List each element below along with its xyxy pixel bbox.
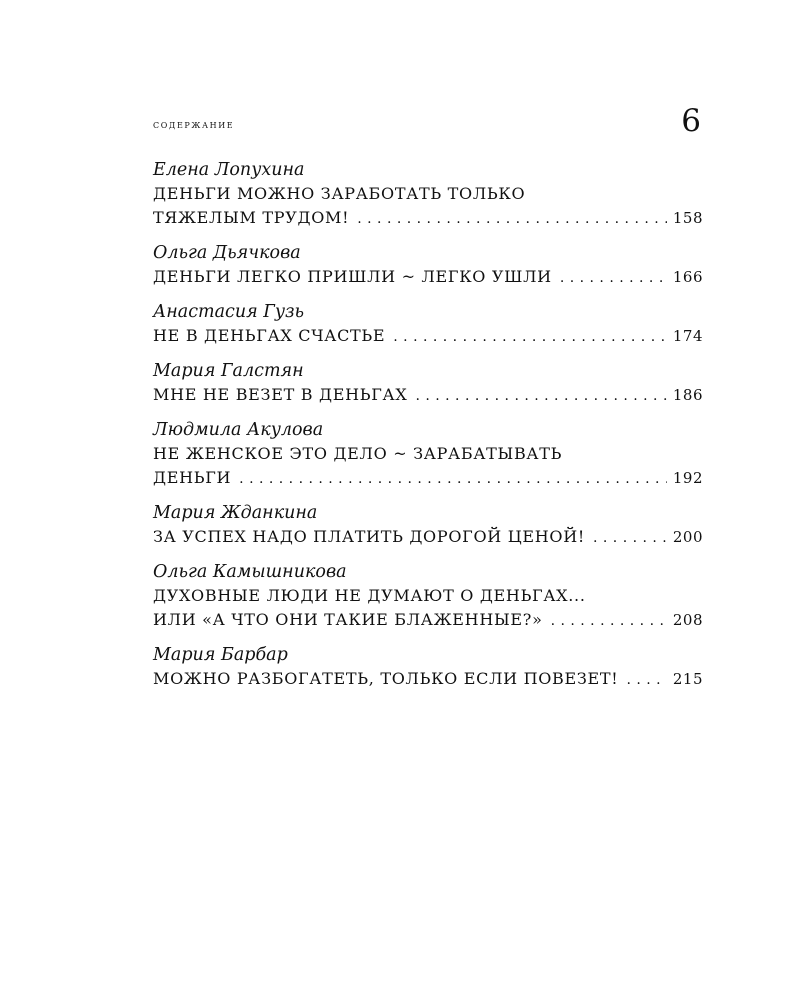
toc-entry-title: ДЕНЬГИ ЛЕГКО ПРИШЛИ ~ ЛЕГКО УШЛИ [153, 267, 552, 286]
toc-entry-title-line [153, 324, 703, 348]
toc-entry-page-ref: 192 [672, 469, 703, 487]
toc-entry [153, 300, 703, 348]
toc-entry-title-line [153, 667, 703, 691]
toc-entry-page-ref: 215 [672, 670, 703, 688]
toc-entry-title-line [153, 525, 703, 549]
dot-leader [357, 207, 667, 231]
toc-entry-title: МНЕ НЕ ВЕЗЕТ В ДЕНЬГАХ [153, 385, 408, 404]
toc-entry-author: Мария Жданкина [153, 503, 318, 523]
toc-entry-title: ДЕНЬГИ МОЖНО ЗАРАБОТАТЬ ТОЛЬКО [153, 184, 526, 203]
toc-entry-author: Елена Лопухина [153, 160, 305, 180]
toc-entry [153, 560, 703, 632]
page-number: 6 [681, 103, 701, 139]
toc-entry [153, 241, 703, 289]
toc-entry-title-line [153, 182, 703, 206]
toc-entry-title-line [153, 608, 703, 632]
toc-entry-title-line [153, 383, 703, 407]
toc-entry-page-ref: 166 [672, 268, 703, 286]
toc-entry-title-line [153, 584, 703, 608]
toc-entry [153, 643, 703, 691]
toc-entry-title: ЗА УСПЕХ НАДО ПЛАТИТЬ ДОРОГОЙ ЦЕНОЙ! [153, 527, 585, 546]
dot-leader [393, 325, 667, 349]
toc-entry-page-ref: 186 [672, 386, 703, 404]
toc-entry-title: ТЯЖЕЛЫМ ТРУДОМ! [153, 208, 350, 227]
toc-entry-title-line [153, 442, 703, 466]
toc-entry [153, 501, 703, 549]
dot-leader [415, 384, 666, 408]
toc-entry-title: НЕ В ДЕНЬГАХ СЧАСТЬЕ [153, 326, 386, 345]
section-header: содержание [153, 118, 235, 131]
dot-leader [560, 266, 667, 290]
toc-entry [153, 359, 703, 407]
toc-entry-author: Ольга Камышникова [153, 562, 347, 582]
dot-leader [626, 668, 666, 692]
toc-entry-title: ДУХОВНЫЕ ЛЮДИ НЕ ДУМАЮТ О ДЕНЬГАХ... [153, 586, 586, 605]
toc-entry-title: НЕ ЖЕНСКОЕ ЭТО ДЕЛО ~ ЗАРАБАТЫВАТЬ [153, 444, 563, 463]
toc-entry-page-ref: 208 [672, 611, 703, 629]
toc-entry-title: ДЕНЬГИ [153, 468, 232, 487]
toc-entry [153, 418, 703, 490]
toc-entry-title: МОЖНО РАЗБОГАТЕТЬ, ТОЛЬКО ЕСЛИ ПОВЕЗЕТ! [153, 669, 619, 688]
dot-leader [551, 609, 667, 633]
toc-entry-author: Ольга Дьячкова [153, 243, 301, 263]
toc-entry-author: Мария Галстян [153, 361, 304, 381]
table-of-contents [153, 158, 703, 702]
toc-entry-page-ref: 174 [672, 327, 703, 345]
toc-entry-page-ref: 200 [672, 528, 703, 546]
toc-entry-title-line [153, 466, 703, 490]
toc-entry-title: ИЛИ «А ЧТО ОНИ ТАКИЕ БЛАЖЕННЫЕ?» [153, 610, 543, 629]
toc-entry-author: Анастасия Гузь [153, 302, 305, 322]
dot-leader [239, 467, 667, 491]
toc-entry-page-ref: 158 [672, 209, 703, 227]
dot-leader [593, 526, 667, 550]
toc-entry-author: Мария Барбар [153, 645, 288, 665]
toc-entry-title-line [153, 206, 703, 230]
toc-entry [153, 158, 703, 230]
toc-entry-title-line [153, 265, 703, 289]
toc-entry-author: Людмила Акулова [153, 420, 324, 440]
